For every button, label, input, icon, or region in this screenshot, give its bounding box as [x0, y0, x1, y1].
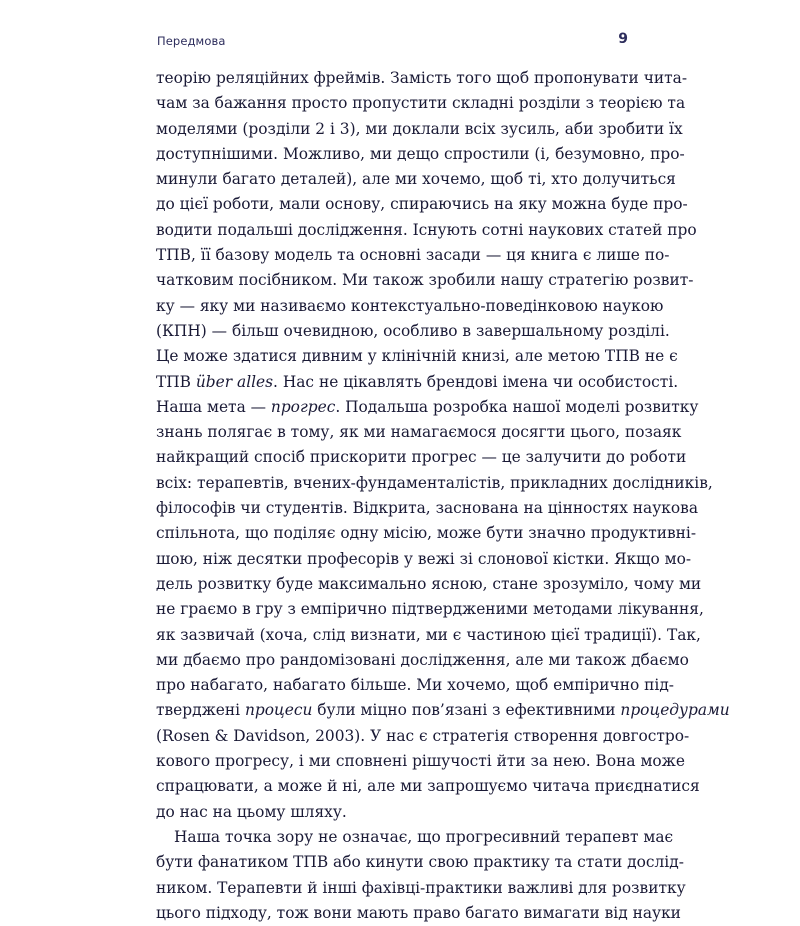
body-text [156, 66, 730, 926]
italic-term: прогрес [270, 397, 336, 416]
text-line: шою, ніж десятки професорів у вежі зі слонової кістки. Якщо мо- [156, 549, 692, 568]
text-line: про набагато, набагато більше. Ми хочемо, щоб емпірично під- [156, 676, 674, 695]
text-line: дель розвитку буде максимально ясною, стане зрозуміло, чому ми [156, 574, 702, 593]
text-line: не граємо в гру з емпірично підтвердженими методами лікування, [156, 600, 704, 619]
text-line: тверджені процеси були міцно пов’язані з ефективними процедурами [156, 701, 730, 720]
text-line: ником. Терапевти й інші фахівці-практики важливі для розвитку [156, 878, 686, 897]
text-line: філософів чи студентів. Відкрита, заснована на цінностях наукова [156, 499, 699, 518]
text-line: моделями (розділи 2 і 3), ми доклали всіх зусиль, аби зробити їх [156, 119, 683, 138]
text-line: найкращий спосіб прискорити прогрес — це залучити до роботи [156, 448, 687, 467]
page-number: 9 [618, 31, 628, 47]
italic-term: процедурами [620, 701, 730, 720]
paragraph-2 [156, 825, 686, 926]
text-line: Це може здатися дивним у клінічній книзі, але метою ТПВ не є [156, 347, 678, 366]
text-line: всіх: терапевтів, вчених-фундаменталістів, прикладних дослідників, [156, 473, 713, 492]
text-line: ТПВ, її базову модель та основні засади — ця книга є лише по- [156, 246, 670, 265]
text-line: спрацювати, а може й ні, але ми запрошуємо читача приєднатися [156, 777, 700, 796]
text-line: водити подальші дослідження. Існують сотні наукових статей про [156, 220, 697, 239]
text-line: (КПН) — більш очевидною, особливо в завершальному розділі. [156, 321, 670, 340]
text-line: кового прогресу, і ми сповнені рішучості йти за нею. Вона може [156, 752, 685, 771]
text-line: ТПВ über alles. Нас не цікавлять брендові імена чи особистості. [156, 372, 679, 391]
text-line: бути фанатиком ТПВ або кинути свою практику та стати дослід- [156, 853, 684, 872]
running-header: Передмова [157, 34, 226, 48]
text-line: як зазвичай (хоча, слід визнати, ми є частиною цієї традиції). Так, [156, 625, 701, 644]
text-line: (Rosen & Davidson, 2003). У нас є стратегія створення довгостро- [156, 726, 690, 745]
italic-term: über alles [195, 372, 274, 391]
text-line: теорію реляційних фреймів. Замість того щоб пропонувати чита- [156, 69, 688, 87]
text-line: чатковим посібником. Ми також зробили нашу стратегію розвит- [156, 271, 694, 290]
italic-term: процеси [244, 701, 313, 720]
text-line: Наша мета — прогрес. Подальша розробка нашої моделі розвитку [156, 397, 699, 416]
paragraph-1 [156, 66, 730, 825]
text-line: доступнішими. Можливо, ми дещо спростили (і, безумовно, про- [156, 144, 685, 163]
text-line: цього підходу, тож вони мають право багато вимагати від науки [156, 903, 681, 922]
text-line: до нас на цьому шляху. [156, 802, 347, 821]
text-line: знань полягає в тому, як ми намагаємося досягти цього, позаяк [156, 423, 682, 442]
text-line: до цієї роботи, мали основу, спираючись на яку можна буде про- [156, 195, 688, 214]
text-line: Наша точка зору не означає, що прогресивний терапевт має [174, 827, 674, 846]
text-line: чам за бажання просто пропустити складні розділи з теорією та [156, 94, 686, 113]
text-line: спільнота, що поділяє одну місію, може бути значно продуктивні- [156, 524, 697, 543]
text-line: ку — яку ми називаємо контекстуально-поведінковою наукою [156, 296, 664, 315]
text-line: ми дбаємо про рандомізовані дослідження, але ми також дбаємо [156, 650, 689, 669]
text-line: минули багато деталей), але ми хочемо, щоб ті, хто долучиться [156, 170, 676, 189]
